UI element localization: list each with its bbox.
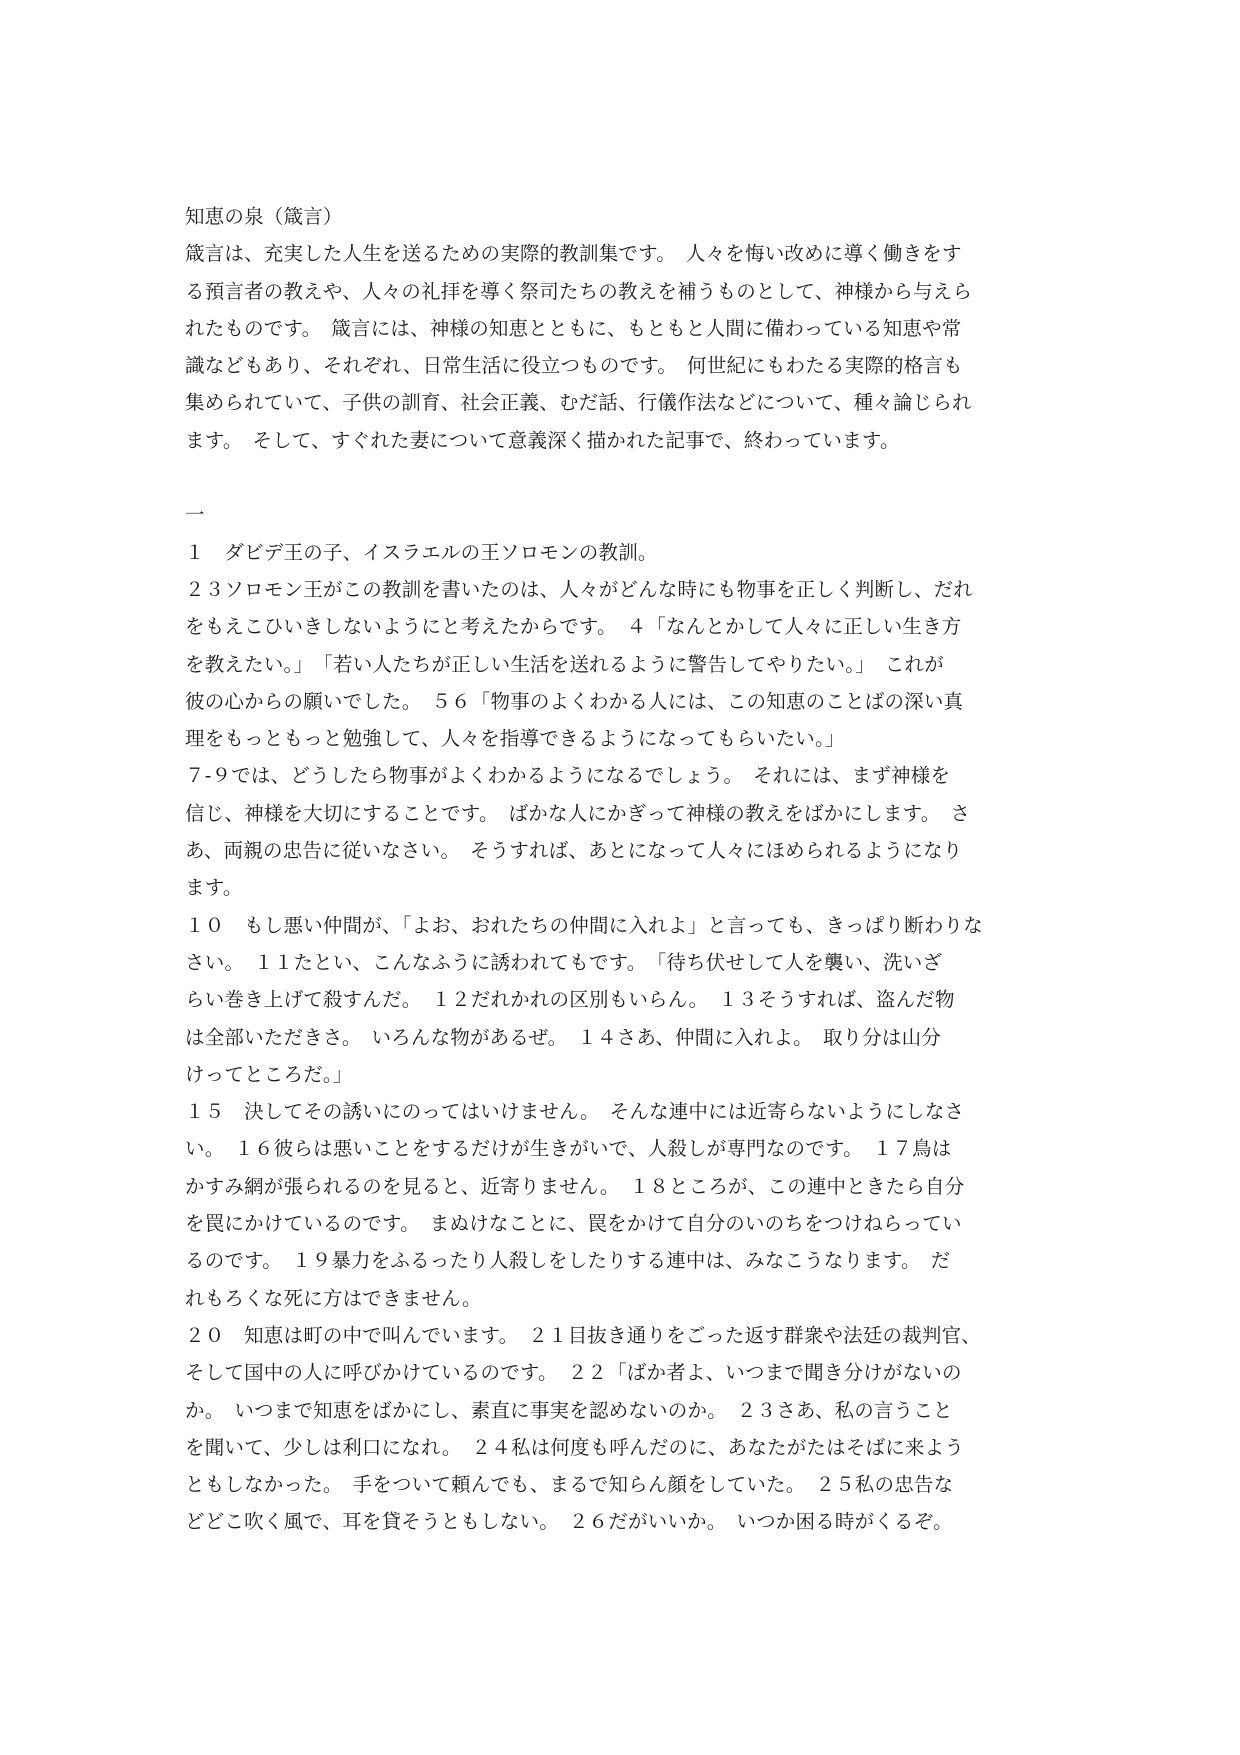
verse-line: をもえこひいきしないようにと考えたからです。 ４「なんとかして人々に正しい生き方 <box>185 615 962 639</box>
verse-line: か。 いつまで知恵をばかにし、素直に事実を認めないのか。 ２３さあ、私の言うこと <box>185 1398 953 1422</box>
verse-line: を教えたい。」 「若い人たちが正しい生活を送れるように警告してやりたい。」 これが <box>185 652 944 676</box>
verse-line: かすみ網が張られるのを見ると、近寄りません。 １８ところが、この連中ときたら自分 <box>185 1174 965 1198</box>
chapter-body <box>185 534 1061 1541</box>
verse-line: い。 １６彼らは悪いことをするだけが生きがいで、人殺しが専門なのです。 １７鳥は <box>185 1137 952 1161</box>
verse-line: 信じ、神様を大切にすることです。 ばかな人にかぎって神様の教えをばかにします。 さ <box>185 801 971 825</box>
verse-line: １５ 決してその誘いにのってはいけません。 そんな連中には近寄らないようにしなさ <box>185 1100 965 1124</box>
intro-line: 箴言は、充実した人生を送るための実際的教訓集です。 人々を悔い改めに導く働きをす <box>185 242 962 266</box>
verse-line: は全部いただきさ。 いろんな物があるぜ。 １４さあ、仲間に入れよ。 取り分は山分 <box>185 1025 942 1049</box>
verse-line: あ、両親の忠告に従いなさい。 そうすれば、あとになって人々にほめられるようになり <box>185 839 963 863</box>
verse-line: １ ダビデ王の子、イスラエルの王ソロモンの教訓。 <box>185 540 658 564</box>
intro-line: 識などもあり、それぞれ、日常生活に役立つものです。 何世紀にもわたる実際的格言も <box>185 354 963 378</box>
chapter-marker: 一 <box>185 503 205 527</box>
intro-line: ます。 そして、すぐれた妻について意義深く描かれた記事で、終わっています。 <box>185 428 900 452</box>
intro-line: れたものです。 箴言には、神様の知恵とともに、もともと人間に備わっている知恵や常 <box>185 316 962 340</box>
document-title: 知恵の泉（箴言） <box>185 205 343 228</box>
verse-line: けってところだ。」 <box>185 1062 353 1086</box>
verse-line: １０ もし悪い仲間が、「よお、おれたちの仲間に入れよ」と言っても、きっぱり断わりな <box>185 913 983 937</box>
intro-paragraph <box>185 235 1061 459</box>
verse-line: そして国中の人に呼びかけているのです。 ２２「ばか者よ、いつまで聞き分けがないの <box>185 1361 962 1385</box>
verse-line: を罠にかけているのです。 まぬけなことに、罠をかけて自分のいのちをつけねらってい <box>185 1212 962 1236</box>
verse-line: ２０ 知恵は町の中で叫んでいます。 ２１目抜き通りをごった返す群衆や法廷の裁判官、 <box>185 1323 982 1347</box>
verse-line: らい巻き上げて殺すんだ。 １２だれかれの区別もいらん。 １３そうすれば、盗んだ物 <box>185 988 955 1012</box>
verse-line: 理をもっともっと勉強して、人々を指導できるようになってもらいたい。」 <box>185 727 845 751</box>
verse-line: ７‐９では、どうしたら物事がよくわかるようになるでしょう。 それには、まず神様を <box>185 764 951 788</box>
verse-line: を聞いて、少しは利口になれ。 ２４私は何度も呼んだのに、あなたがたはそばに来よう <box>185 1435 965 1459</box>
document-page <box>185 198 1061 1541</box>
verse-line: れもろくな死に方はできません。 <box>185 1286 482 1310</box>
verse-line: 彼の心からの願いでした。 ５６「物事のよくわかる人には、この知恵のことばの深い真 <box>185 689 964 713</box>
verse-line: ２３ソロモン王がこの教訓を書いたのは、人々がどんな時にも物事を正しく判断し、だれ <box>185 577 974 601</box>
verse-line: さい。 １１たとい、こんなふうに誘われてもです。 「待ち伏せして人を襲い、洗いざ <box>185 950 943 974</box>
intro-line: 集められていて、子供の訓育、社会正義、むだ話、行儀作法などについて、種々論じられ <box>185 391 972 415</box>
verse-line: ます。 <box>185 876 243 900</box>
verse-line: ともしなかった。 手をついて頼んでも、まるで知らん顔をしていた。 ２５私の忠告な <box>185 1473 954 1497</box>
intro-line: る預言者の教えや、人々の礼拝を導く祭司たちの教えを補うものとして、神様から与えら <box>185 279 973 303</box>
verse-line: どどこ吹く風で、耳を貸そうともしない。 ２６だがいいか。 いつか困る時がくるぞ。 <box>185 1510 953 1534</box>
verse-line: るのです。 １９暴力をふるったり人殺しをしたりする連中は、みなこうなります。 だ <box>185 1249 951 1273</box>
